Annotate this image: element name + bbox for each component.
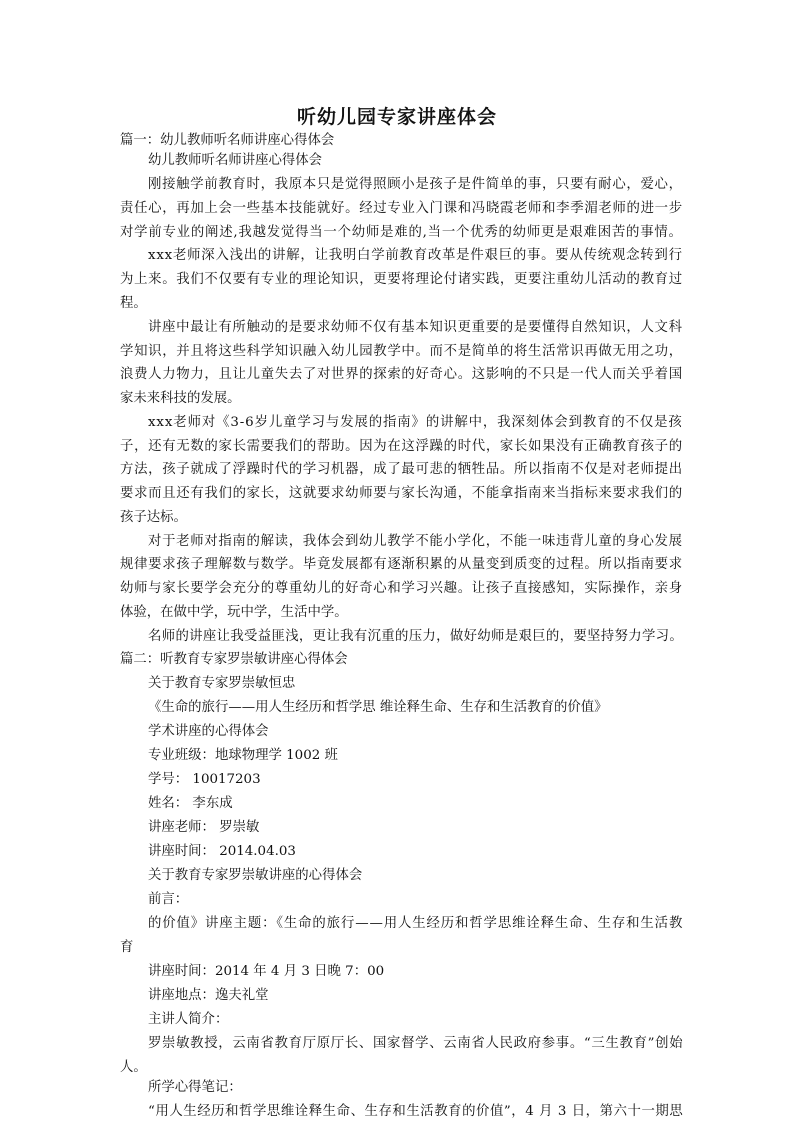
- text-line: 所学心得笔记：: [148, 1080, 242, 1095]
- text-line: 规律要求孩子理解数与数学。毕竟发展都有逐渐积累的从量变到质变的过程。所以指南要求: [120, 557, 683, 572]
- text-line: 育: [120, 940, 134, 955]
- text-line: 前言：: [148, 892, 189, 907]
- text-line: 学号： 10017203: [148, 772, 261, 787]
- text-line: 幼师与家长要学会充分的尊重幼儿的好奇心和学习兴趣。让孩子直接感知，实际操作，亲身: [120, 581, 683, 596]
- text-line: 浪费人力物力，且让儿童失去了对世界的探索的好奇心。这影响的不只是一代人而关乎着国: [120, 367, 683, 382]
- text-line: 讲座老师： 罗崇敏: [148, 820, 260, 835]
- text-line: 程。: [120, 296, 147, 311]
- text-line: 关于教育专家罗崇敏讲座的心得体会: [148, 868, 363, 883]
- text-line: xxx老师对《3-6岁儿童学习与发展的指南》的讲解中，我深刻体会到教育的不仅是孩: [148, 415, 683, 430]
- text-line: 为上来。我们不仅要有专业的理论知识，更要将理论付诸实践，更要注重幼儿活动的教育过: [120, 272, 683, 287]
- text-line: 对学前专业的阐述,我越发觉得当一个幼师是难的,当一个优秀的幼师更是艰难困苦的事情。: [120, 225, 683, 240]
- text-line: 姓名： 李东成: [148, 796, 233, 811]
- text-line: 对于老师对指南的解读，我体会到幼儿教学不能小学化，不能一味违背儿童的身心发展: [148, 534, 683, 549]
- text-line: 子，还有无数的家长需要我们的帮助。因为在这浮躁的时代，家长如果没有正确教育孩子的: [120, 439, 683, 454]
- text-line: 学术讲座的心得体会: [148, 724, 269, 739]
- text-line: 的价值》讲座主题：《生命的旅行——用人生经历和哲学思维诠释生命、生存和生活教: [148, 916, 684, 931]
- text-line: 幼儿教师听名师讲座心得体会: [148, 153, 323, 168]
- document-title: 听幼儿园专家讲座体会: [296, 106, 497, 128]
- text-line: 篇一：幼儿教师听名师讲座心得体会: [120, 133, 335, 148]
- text-line: 专业班级：地球物理学 1002 班: [148, 748, 338, 763]
- text-line: 方法，孩子就成了浮躁时代的学习机器，成了最可悲的牺牲品。所以指南不仅是对老师提出: [120, 462, 683, 477]
- text-line: 学知识，并且将这些科学知识融入幼儿园教学中。而不是简单的将生活常识再做无用之功，: [120, 344, 683, 359]
- text-line: 责任心，再加上会一些基本技能就好。经过专业入门课和冯晓霞老师和李季湄老师的进一步: [120, 201, 683, 216]
- text-line: 罗崇敏教授，云南省教育厅原厅长、国家督学、云南省人民政府参事。“三生教育”创始: [148, 1036, 684, 1051]
- text-line: 人。: [120, 1060, 147, 1075]
- text-line: 要求而且还有我们的家长，这就要求幼师要与家长沟通，不能拿指南来当指标来要求我们的: [120, 486, 683, 501]
- text-line: 主讲人简介：: [148, 1012, 229, 1027]
- text-line: 孩子达标。: [120, 510, 187, 525]
- text-line: xxx老师深入浅出的讲解，让我明白学前教育改革是件艰巨的事。要从传统观念转到行: [148, 248, 683, 263]
- text-line: 讲座地点：逸夫礼堂: [148, 988, 269, 1003]
- text-line: 篇二：听教育专家罗崇敏讲座心得体会: [120, 652, 348, 667]
- text-line: 关于教育专家罗崇敏恒忠: [148, 676, 296, 691]
- text-line: 讲座时间： 2014.04.03: [148, 844, 296, 859]
- text-line: 刚接触学前教育时，我原本只是觉得照顾小是孩子是件简单的事，只要有耐心，爱心，: [148, 177, 683, 192]
- text-line: 《生命的旅行——用人生经历和哲学思 维诠释生命、生存和生活教育的价值》: [148, 700, 608, 715]
- text-line: 讲座时间：2014 年 4 月 3 日晚 7：00: [148, 964, 385, 979]
- text-line: 讲座中最让有所触动的是要求幼师不仅有基本知识更重要的是要懂得自然知识，人文科: [148, 320, 683, 335]
- text-line: “用人生经历和哲学思维诠释生命、生存和生活教育的价值”，4 月 3 日，第六十一期思: [148, 1104, 684, 1119]
- text-line: 家未来科技的发展。: [120, 391, 241, 406]
- text-line: 名师的讲座让我受益匪浅，更让我有沉重的压力，做好幼师是艰巨的，要坚持努力学习。: [148, 629, 684, 644]
- text-line: 体验，在做中学，玩中学，生活中学。: [120, 605, 348, 620]
